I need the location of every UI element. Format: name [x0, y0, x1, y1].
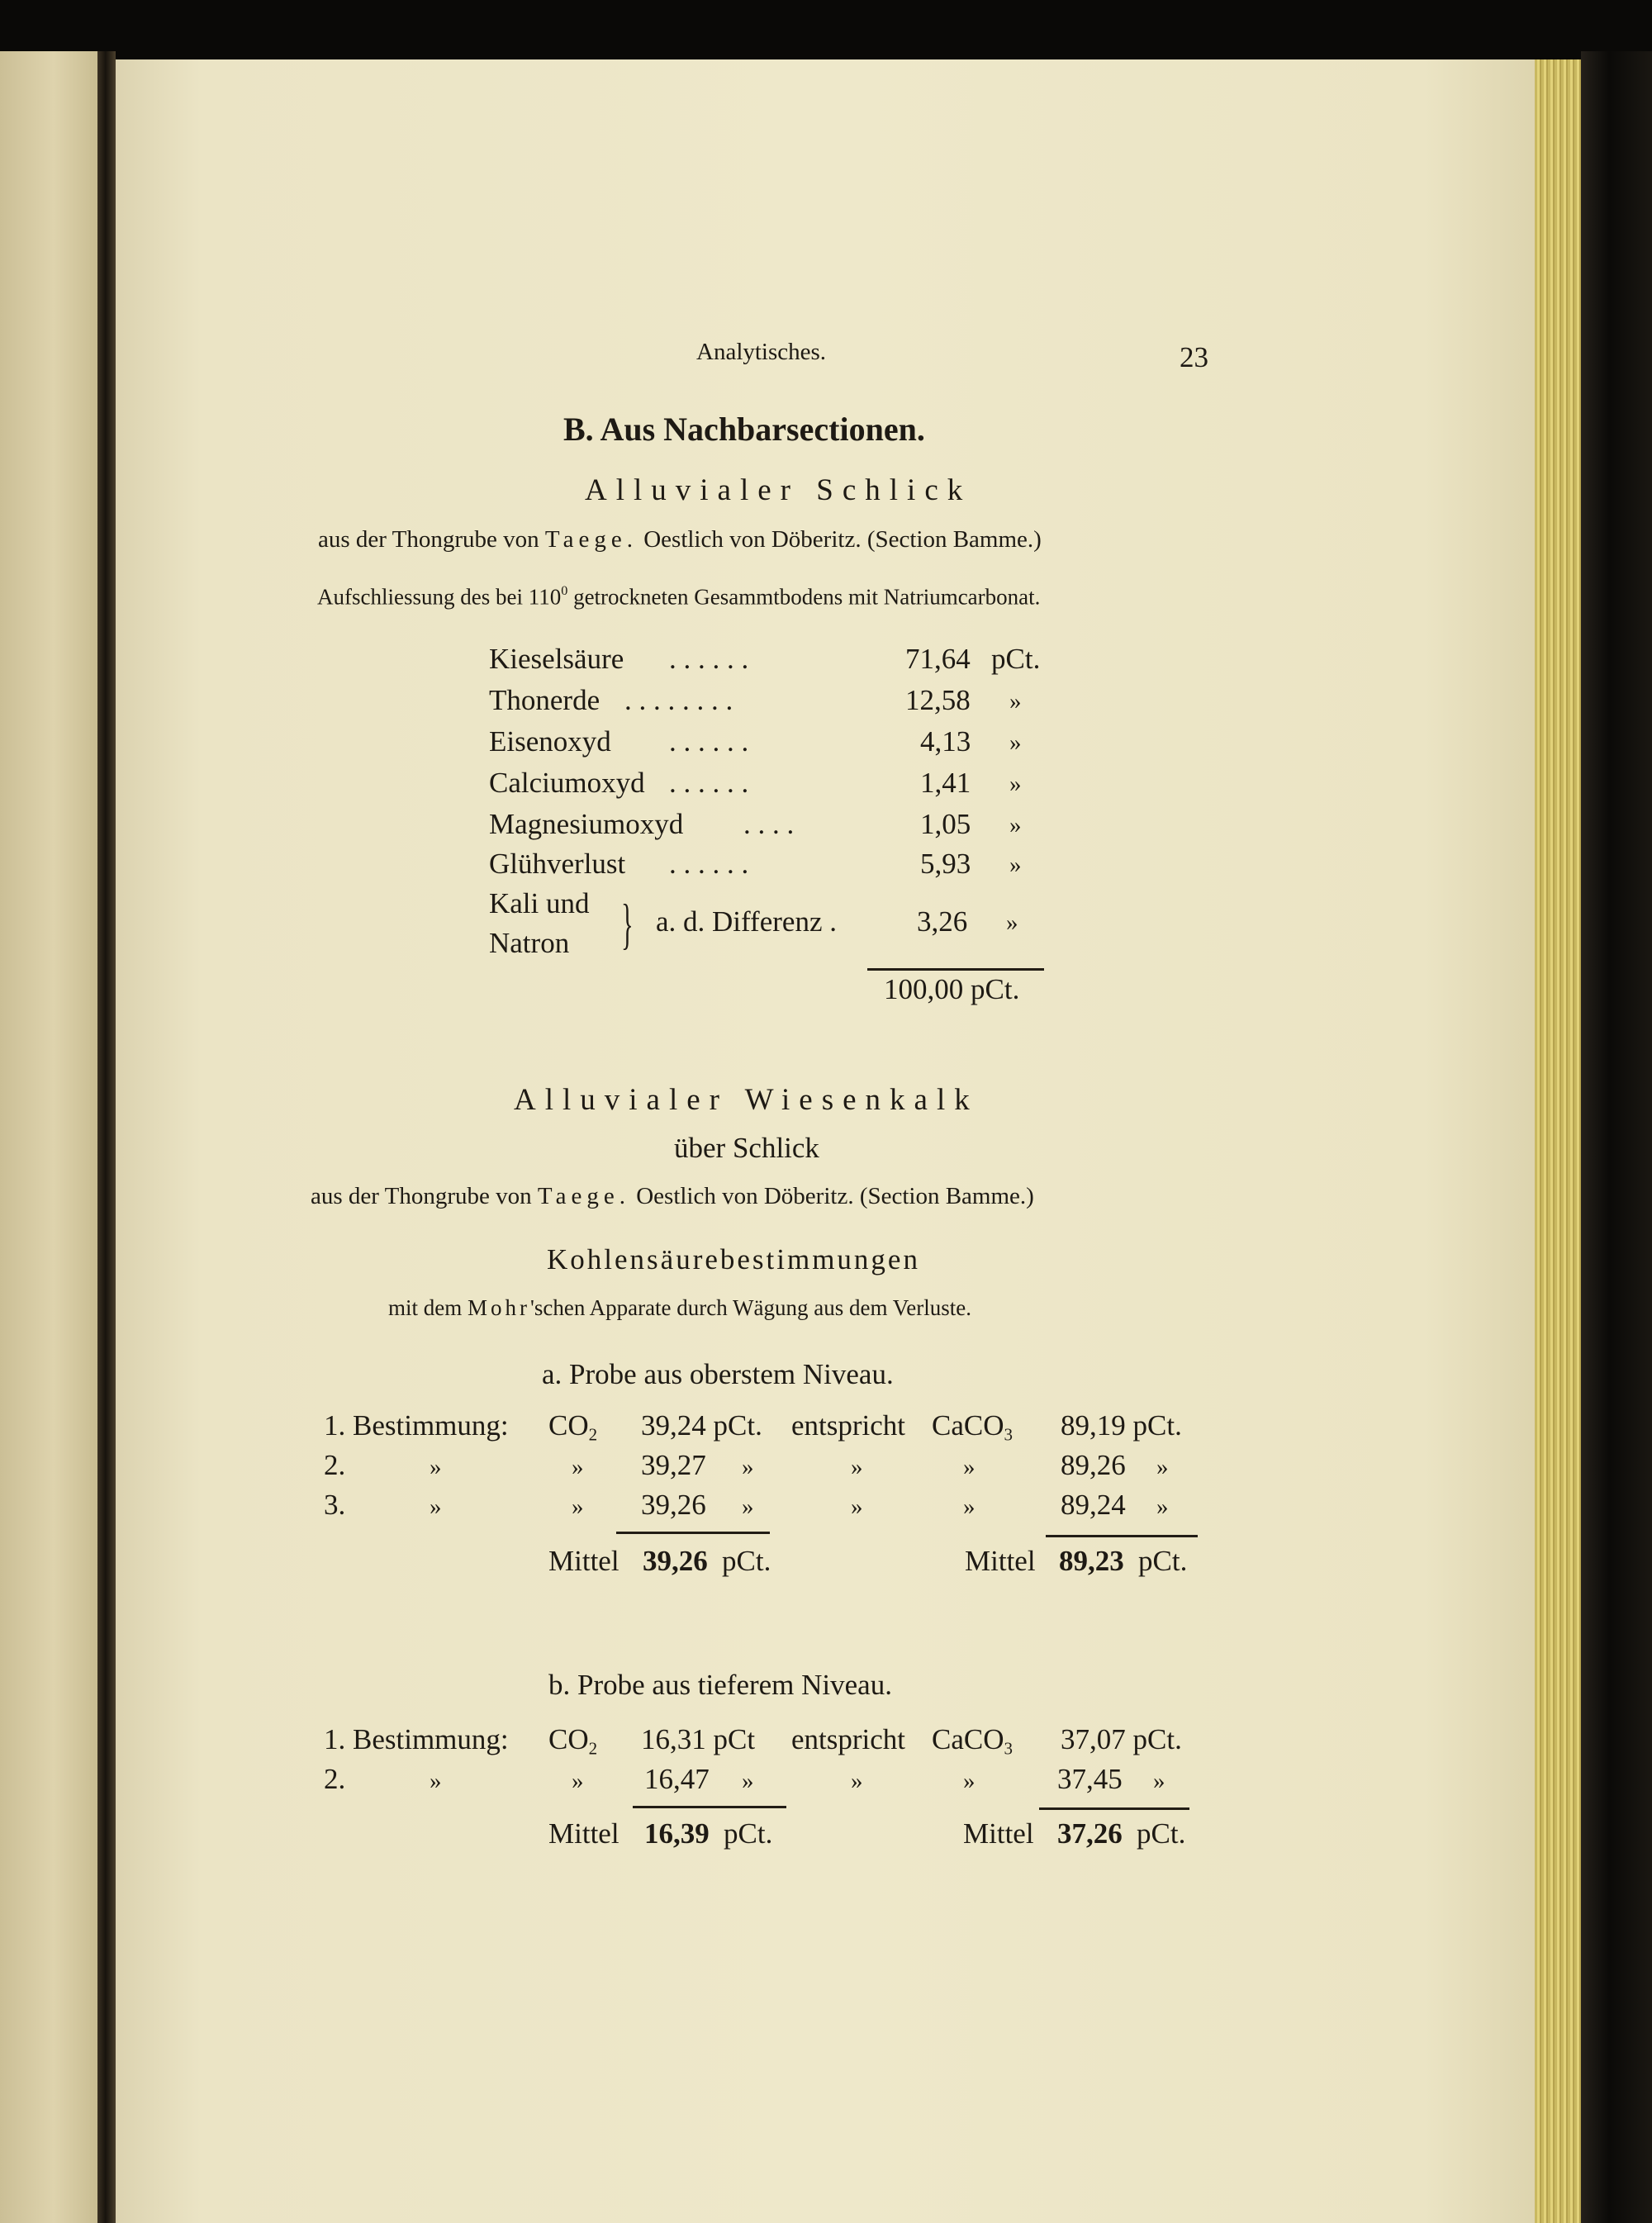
mittel-label: Mittel: [963, 1817, 1034, 1850]
measurement-number: 3.: [324, 1489, 346, 1521]
co2-value: 39,26: [641, 1489, 706, 1521]
caco3-value: 89,19 pCt.: [1061, 1409, 1182, 1442]
running-title: Analytisches.: [696, 339, 827, 365]
analysis-row-value: 12,58: [905, 684, 971, 716]
analysis-row-value: 5,93: [920, 848, 971, 880]
mean-co2: 16,39: [644, 1817, 710, 1850]
block2-location: aus der Thongrube von Taege. Oestlich von Döberitz. (Section Bamme.): [311, 1183, 1034, 1209]
ditto-mark: »: [1156, 1454, 1169, 1480]
sum-rule: [1039, 1807, 1189, 1810]
co2-method: mit dem Mohr'schen Apparate durch Wägung aus dem Verluste.: [388, 1295, 971, 1320]
analysis-row-dots: . . . .: [743, 808, 795, 840]
ditto-mark: »: [963, 1768, 976, 1794]
mittel-label: Mittel: [548, 1545, 620, 1577]
block1-heading: Alluvialer Schlick: [585, 473, 972, 507]
caco3-value: 89,24: [1061, 1489, 1126, 1521]
book-cover-board: [1581, 51, 1652, 2223]
caco3-formula: CaCO$_3$: [932, 1409, 1013, 1445]
difference-label: a. d. Differenz .: [656, 905, 837, 938]
ditto-mark: »: [430, 1454, 442, 1480]
sum-rule: [616, 1532, 770, 1534]
co2-heading: Kohlensäurebestimmungen: [547, 1243, 920, 1275]
natron-label: Natron: [489, 927, 570, 959]
page-number: 23: [1180, 341, 1208, 373]
analysis-total: 100,00 pCt.: [884, 973, 1020, 1005]
analysis-row-unit: »: [1009, 852, 1022, 878]
block1-location: aus der Thongrube von Taege. Oestlich von Döberitz. (Section Bamme.): [318, 526, 1042, 553]
analysis-row-dots: . . . . . . . .: [624, 684, 733, 716]
mean-caco3: 37,26: [1057, 1817, 1123, 1850]
ditto-mark: »: [430, 1494, 442, 1520]
ditto-mark: »: [572, 1454, 584, 1480]
analysis-row-dots: . . . . . .: [669, 725, 749, 758]
entspricht-label: entspricht: [791, 1409, 906, 1442]
ditto-mark: »: [572, 1494, 584, 1520]
book-page: [116, 59, 1538, 2223]
ditto-mark: »: [572, 1768, 584, 1794]
method-author: Mohr: [468, 1295, 530, 1320]
ditto-mark: »: [963, 1454, 976, 1480]
scan-background-top: [0, 0, 1652, 59]
sum-rule: [867, 968, 1044, 971]
analysis-row-value: 1,41: [920, 767, 971, 799]
measurement-number: 1. Bestimmung:: [324, 1409, 509, 1442]
analysis-row-name: Eisenoxyd: [489, 725, 611, 758]
kali-label: Kali und: [489, 887, 590, 919]
ditto-mark: »: [1156, 1494, 1169, 1520]
mean-unit: pCt.: [1137, 1817, 1186, 1850]
sample-b-title: b. Probe aus tieferem Niveau.: [548, 1669, 892, 1701]
measurement-number: 2.: [324, 1763, 346, 1795]
analysis-row-name: Magnesiumoxyd: [489, 808, 684, 840]
co2-formula: $CO_2$: [548, 1409, 598, 1445]
book-gutter: [97, 51, 116, 2223]
sum-rule: [633, 1806, 786, 1808]
measurement-number: 2.: [324, 1449, 346, 1481]
caco3-formula: CaCO$_3$: [932, 1723, 1013, 1759]
block2-heading: Alluvialer Wiesenkalk: [514, 1083, 979, 1117]
ditto-mark: »: [742, 1454, 754, 1480]
mean-unit: pCt.: [1138, 1545, 1188, 1577]
analysis-row-dots: . . . . . .: [669, 643, 749, 675]
sum-rule: [1046, 1535, 1198, 1537]
co2-value: 16,31 pCt: [641, 1723, 756, 1755]
analysis-row-dots: . . . . . .: [669, 767, 749, 799]
block1-method: Aufschliessung des bei $110^0$ getrockneten Gesammtbodens mit Natriumcarbonat.: [317, 583, 1041, 610]
measurement-number: 1. Bestimmung:: [324, 1723, 509, 1755]
location-name: Taege.: [537, 1183, 630, 1209]
difference-value: 3,26: [917, 905, 968, 938]
entspricht-label: entspricht: [791, 1723, 906, 1755]
location-name: Taege.: [544, 526, 638, 553]
difference-unit: »: [1006, 910, 1018, 936]
analysis-row-unit: »: [1009, 688, 1022, 715]
facing-page-edge: [0, 51, 97, 2223]
co2-value: 39,27: [641, 1449, 706, 1481]
section-title: B. Aus Nachbarsectionen.: [563, 411, 925, 448]
ditto-mark: »: [851, 1454, 863, 1480]
analysis-row-value: 71,64: [905, 643, 971, 675]
co2-value: 39,24 pCt.: [641, 1409, 762, 1442]
analysis-row-dots: . . . . . .: [669, 848, 749, 880]
ditto-mark: »: [851, 1494, 863, 1520]
analysis-row-unit: »: [1009, 729, 1022, 756]
analysis-row-value: 1,05: [920, 808, 971, 840]
ditto-mark: »: [430, 1768, 442, 1794]
block2-subheading: über Schlick: [674, 1132, 819, 1164]
mittel-label: Mittel: [965, 1545, 1036, 1577]
co2-value: 16,47: [644, 1763, 710, 1795]
analysis-row-name: Thonerde: [489, 684, 601, 716]
caco3-value: 37,45: [1057, 1763, 1123, 1795]
ditto-mark: »: [742, 1494, 754, 1520]
analysis-row-unit: »: [1009, 771, 1022, 797]
analysis-row-name: Kieselsäure: [489, 643, 624, 675]
ditto-mark: »: [851, 1768, 863, 1794]
co2-formula: $CO_2$: [548, 1723, 598, 1759]
ditto-mark: »: [742, 1768, 754, 1794]
mean-co2: 39,26: [643, 1545, 708, 1577]
caco3-value: 37,07 pCt.: [1061, 1723, 1182, 1755]
analysis-row-name: Calciumoxyd: [489, 767, 645, 799]
page-fore-edge: [1535, 59, 1581, 2223]
caco3-value: 89,26: [1061, 1449, 1126, 1481]
analysis-row-unit: »: [1009, 812, 1022, 838]
ditto-mark: »: [963, 1494, 976, 1520]
analysis-row-value: 4,13: [920, 725, 971, 758]
mean-caco3: 89,23: [1059, 1545, 1124, 1577]
analysis-row-name: Glühverlust: [489, 848, 626, 880]
sample-a-title: a. Probe aus oberstem Niveau.: [542, 1358, 894, 1390]
brace-icon: }: [621, 892, 634, 955]
mean-unit: pCt.: [724, 1817, 773, 1850]
analysis-row-unit: pCt.: [991, 643, 1041, 675]
mean-unit: pCt.: [722, 1545, 771, 1577]
ditto-mark: »: [1153, 1768, 1165, 1794]
mittel-label: Mittel: [548, 1817, 620, 1850]
